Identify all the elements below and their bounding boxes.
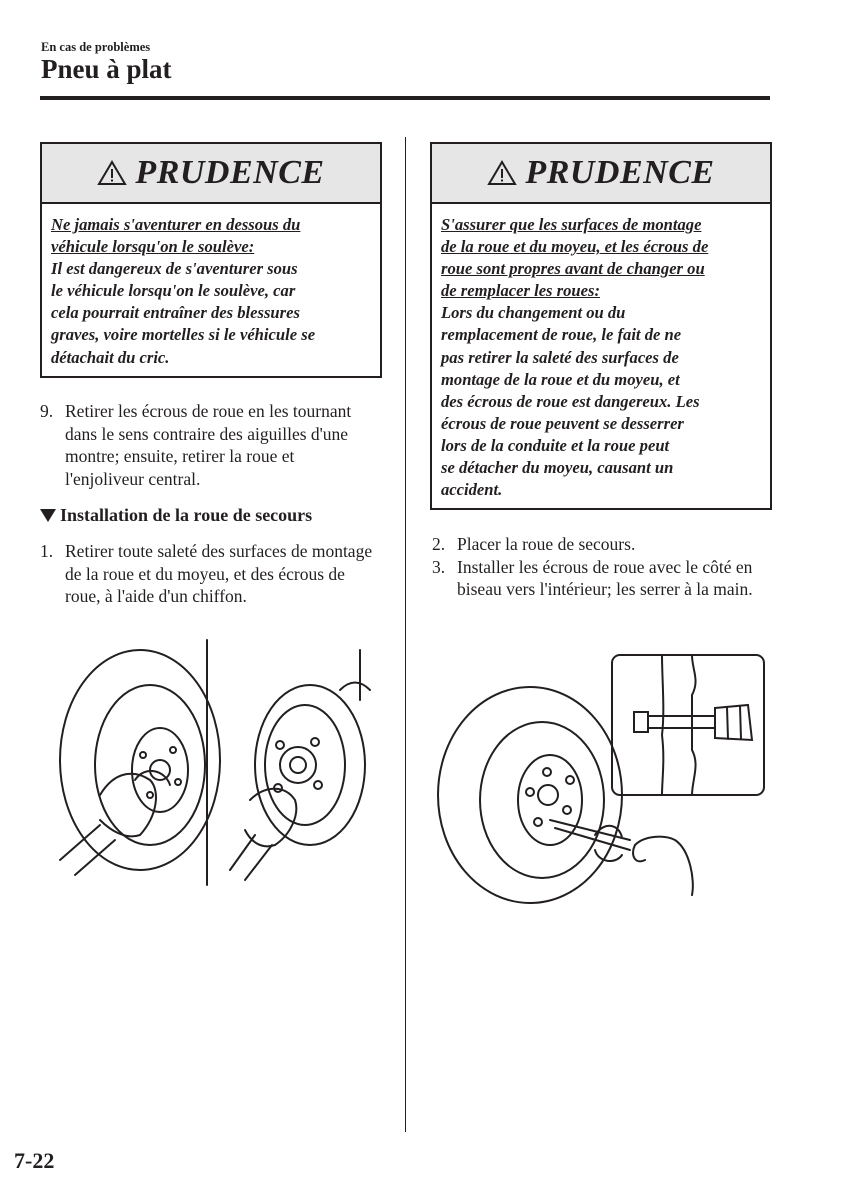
caution-box-right — [430, 142, 772, 510]
caution-line: accident. — [441, 480, 503, 500]
caution-title: PRUDENCE — [525, 154, 715, 191]
warning-icon — [97, 160, 127, 186]
step-text: Retirer toute saleté des surfaces de montage de la roue et du moyeu, et des écrous de roue, à l'aide d'un chiffon. — [65, 541, 373, 606]
page-title: Pneu à plat — [41, 54, 172, 84]
caution-line: cela pourrait entraîner des blessures — [51, 303, 300, 323]
header-rule — [40, 96, 770, 100]
step-9 — [40, 400, 375, 490]
step-text: Retirer les écrous de roue en les tournant dans le sens contraire des aiguilles d'une montre; ensuite, retirer la roue et l'enjoliveur central. — [65, 401, 352, 489]
step-text: Installer les écrous de roue avec le côté en biseau vers l'intérieur; les serrer à la main. — [457, 556, 753, 599]
caution-line: graves, voire mortelles si le véhicule se — [51, 325, 316, 345]
caution-line: de la roue et du moyeu, et les écrous de — [441, 237, 709, 257]
lug-nut-install-illustration — [430, 650, 775, 910]
step-text: Placer la roue de secours. — [457, 534, 636, 554]
caution-line: de remplacer les roues: — [441, 281, 600, 301]
caution-line: Lors du changement ou du — [441, 303, 626, 323]
caution-line: roue sont propres avant de changer ou — [441, 259, 705, 279]
step-2 — [432, 533, 772, 556]
caution-title: PRUDENCE — [135, 154, 325, 191]
triangle-bullet-icon — [40, 509, 56, 522]
breadcrumb: En cas de problèmes — [41, 40, 151, 54]
caution-header — [42, 144, 380, 204]
caution-line: lors de la conduite et la roue peut — [441, 435, 670, 455]
section-heading-text: Installation de la roue de secours — [60, 505, 313, 525]
step-number: 1. — [40, 541, 54, 561]
column-divider — [405, 137, 406, 1132]
caution-line: S'assurer que les surfaces de montage — [441, 215, 702, 234]
step-1 — [40, 540, 380, 608]
warning-icon — [487, 160, 517, 186]
caution-line: pas retirer la saleté des surfaces de — [441, 347, 679, 367]
caution-line: le véhicule lorsqu'on le soulève, car — [51, 281, 296, 301]
caution-text — [42, 204, 380, 379]
caution-box-left — [40, 142, 382, 378]
section-heading — [40, 505, 312, 526]
caution-line: Ne jamais s'aventurer en dessous du — [51, 215, 301, 234]
steps-2-3 — [432, 533, 772, 601]
caution-line: remplacement de roue, le fait de ne — [441, 325, 682, 345]
step-3 — [432, 556, 772, 601]
step-number: 9. — [40, 401, 54, 421]
wheel-cleaning-illustration — [40, 630, 380, 890]
caution-line: Il est dangereux de s'aventurer sous — [51, 259, 298, 279]
caution-line: véhicule lorsqu'on le soulève: — [51, 237, 255, 257]
caution-line: écrous de roue peuvent se desserrer — [441, 413, 684, 433]
caution-line: des écrous de roue est dangereux. Les — [441, 391, 700, 411]
caution-line: montage de la roue et du moyeu, et — [441, 369, 680, 389]
page-number: 7-22 — [14, 1148, 55, 1173]
caution-text — [432, 204, 770, 511]
caution-line: se détacher du moyeu, causant un — [441, 458, 674, 478]
caution-line: détachait du cric. — [51, 347, 170, 367]
step-number: 3. — [432, 556, 446, 577]
caution-header — [432, 144, 770, 204]
step-number: 2. — [432, 534, 446, 554]
